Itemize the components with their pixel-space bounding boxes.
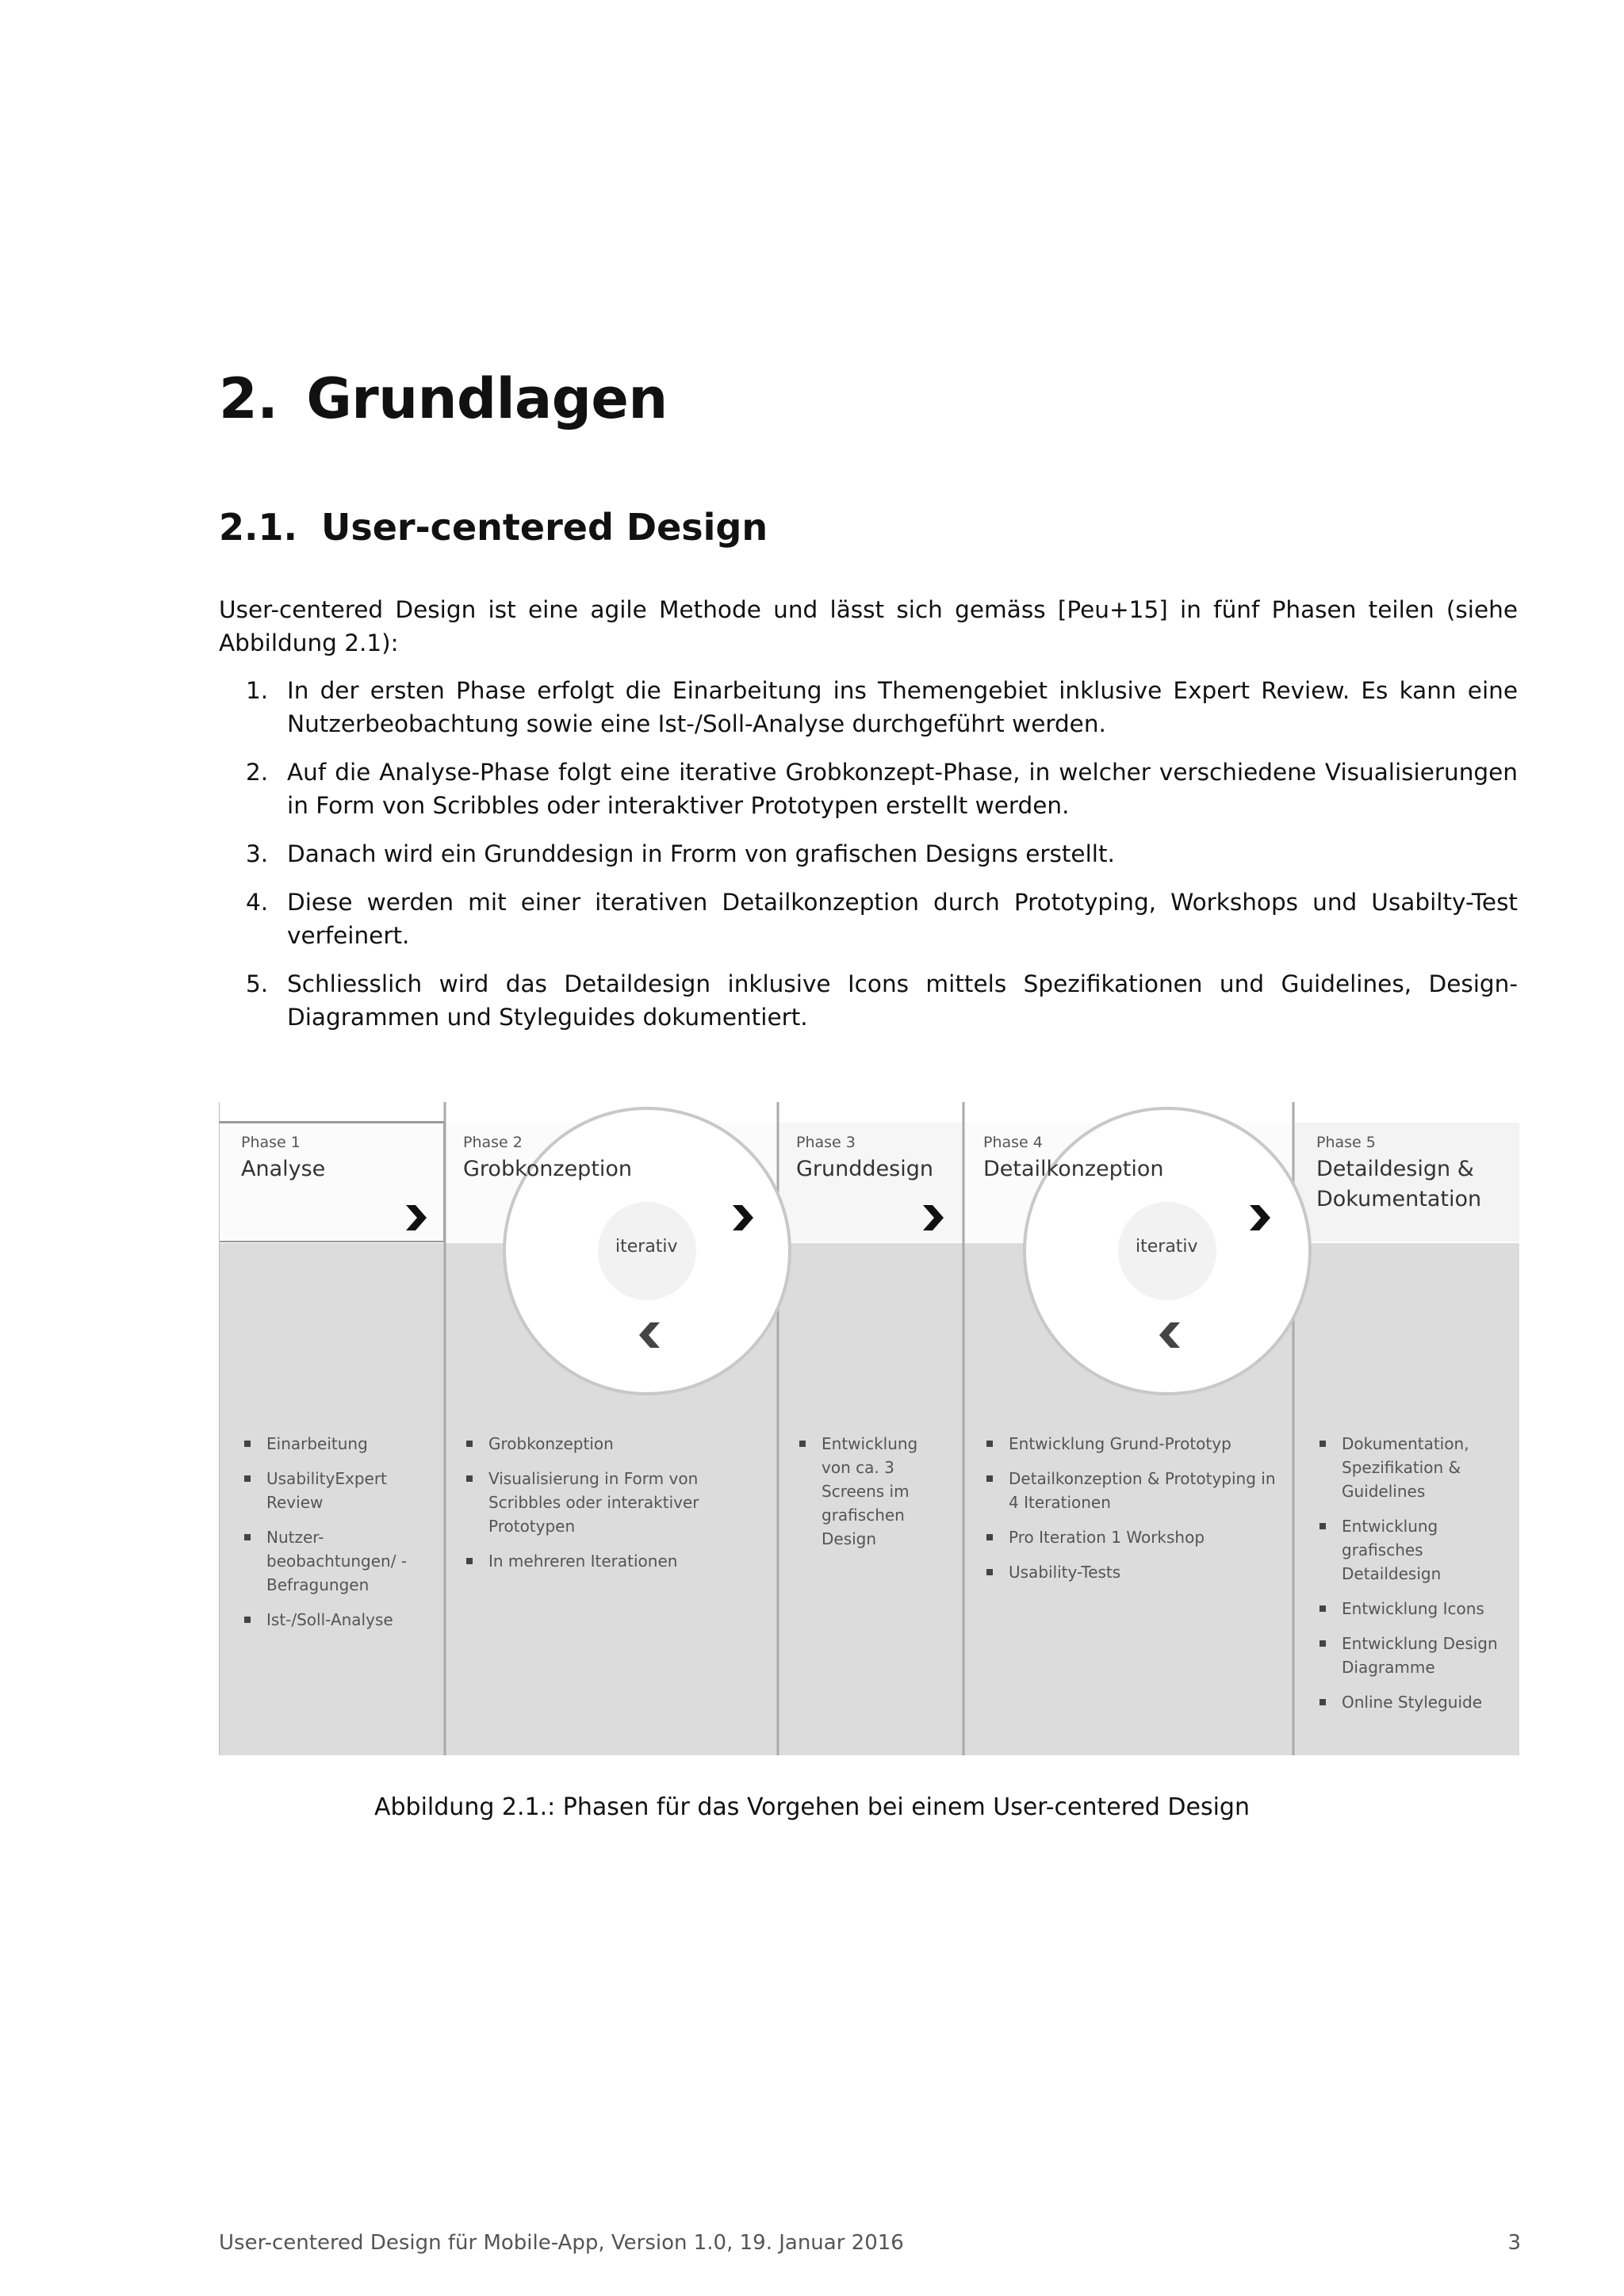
list-item-text: Schliesslich wird das Detaildesign inklusive Icons mittels Spezifikationen und Guidelines, Design-Diagrammen und Styleguides dokumentiert. <box>287 970 1518 1031</box>
list-item <box>219 674 1518 740</box>
section-number: 2.1. <box>219 506 297 549</box>
phase3-bullets <box>796 1432 939 1562</box>
list-item <box>219 886 1518 952</box>
iterative-label: iterativ <box>615 1237 678 1257</box>
list-item: Usability-Tests <box>983 1560 1277 1584</box>
list-marker: 4. <box>246 889 269 916</box>
list-item: Dokumentation, Spezifikation & Guidelines <box>1316 1432 1507 1503</box>
phase-diagram <box>219 1102 1519 1755</box>
list-item: Detailkonzeption & Prototyping in 4 Iterationen <box>983 1467 1277 1514</box>
list-item: Entwicklung Icons <box>1316 1597 1507 1621</box>
list-item: Entwicklung Design Diagramme <box>1316 1632 1507 1679</box>
list-item-text: Diese werden mit einer iterativen Detailkonzeption durch Prototyping, Workshops und Usabilty-Test verfeinert. <box>287 889 1518 949</box>
list-item: Nutzer-beobachtungen/ -Befragungen <box>241 1525 431 1597</box>
phase-label: Phase 4 <box>983 1134 1043 1151</box>
phase4-bullets <box>983 1432 1277 1595</box>
chapter-number: 2. <box>219 366 278 431</box>
list-item-text: Auf die Analyse-Phase folgt eine iterative Grobkonzept-Phase, in welcher verschiedene Visualisierungen in Form von Scribbles oder interaktiver Prototypen erstellt werden. <box>287 759 1518 819</box>
list-item: Einarbeitung <box>241 1432 431 1456</box>
chapter-title <box>219 366 668 431</box>
list-item <box>219 756 1518 822</box>
phase2-bullets <box>463 1432 725 1584</box>
phase-list <box>219 674 1518 1049</box>
intro-paragraph: User-centered Design ist eine agile Methode und lässt sich gemäss [Peu+15] in fünf Phasen teilen (siehe Abbildung 2.1): <box>219 596 1518 656</box>
list-item: Grobkonzeption <box>463 1432 725 1456</box>
list-item <box>219 837 1518 871</box>
list-item: Entwicklung grafisches Detaildesign <box>1316 1514 1507 1586</box>
list-item: Entwicklung Grund-Prototyp <box>983 1432 1277 1456</box>
list-marker: 2. <box>246 759 269 786</box>
phase-label: Phase 1 <box>241 1134 301 1151</box>
figure-caption: Abbildung 2.1.: Phasen für das Vorgehen bei einem User-centered Design <box>373 1793 1250 1821</box>
phase-label: Phase 2 <box>463 1134 523 1151</box>
footer-text: User-centered Design für Mobile-App, Version 1.0, 19. Januar 2016 <box>219 2231 904 2255</box>
list-marker: 5. <box>246 970 269 997</box>
phase5-bullets <box>1316 1432 1507 1725</box>
phase-label: Phase 3 <box>796 1134 856 1151</box>
list-item: Pro Iteration 1 Workshop <box>983 1525 1277 1549</box>
phase-name: Detailkonzeption <box>983 1157 1164 1181</box>
list-item-text: In der ersten Phase erfolgt die Einarbeitung ins Themengebiet inklusive Expert Review. Es kann eine Nutzerbeobachtung sowie eine Ist-/Soll-Analyse durchgeführt werden. <box>287 677 1518 737</box>
phase-name: Grobkonzeption <box>463 1157 633 1181</box>
phase-name: Analyse <box>241 1157 326 1181</box>
list-marker: 1. <box>246 677 269 704</box>
phase1-bullets <box>241 1432 431 1643</box>
phase-name: Detaildesign & Dokumentation <box>1316 1157 1482 1211</box>
chapter-title-text: Grundlagen <box>306 366 668 431</box>
list-item: Ist-/Soll-Analyse <box>241 1608 431 1632</box>
phase-name: Grunddesign <box>796 1157 933 1181</box>
iterative-label: iterativ <box>1136 1237 1198 1257</box>
list-item: In mehreren Iterationen <box>463 1549 725 1573</box>
section-title-text: User-centered Design <box>320 506 768 549</box>
list-item: Entwicklung von ca. 3 Screens im grafischen Design <box>796 1432 939 1551</box>
list-marker: 3. <box>246 840 269 867</box>
list-item: UsabilityExpert Review <box>241 1467 431 1514</box>
list-item: Online Styleguide <box>1316 1690 1507 1714</box>
section-title <box>219 506 768 549</box>
page-number: 3 <box>1507 2231 1521 2255</box>
list-item: Visualisierung in Form von Scribbles oder interaktiver Prototypen <box>463 1467 725 1538</box>
phase-label: Phase 5 <box>1316 1134 1376 1151</box>
list-item-text: Danach wird ein Grunddesign in Frorm von grafischen Designs erstellt. <box>287 840 1115 867</box>
list-item <box>219 967 1518 1034</box>
